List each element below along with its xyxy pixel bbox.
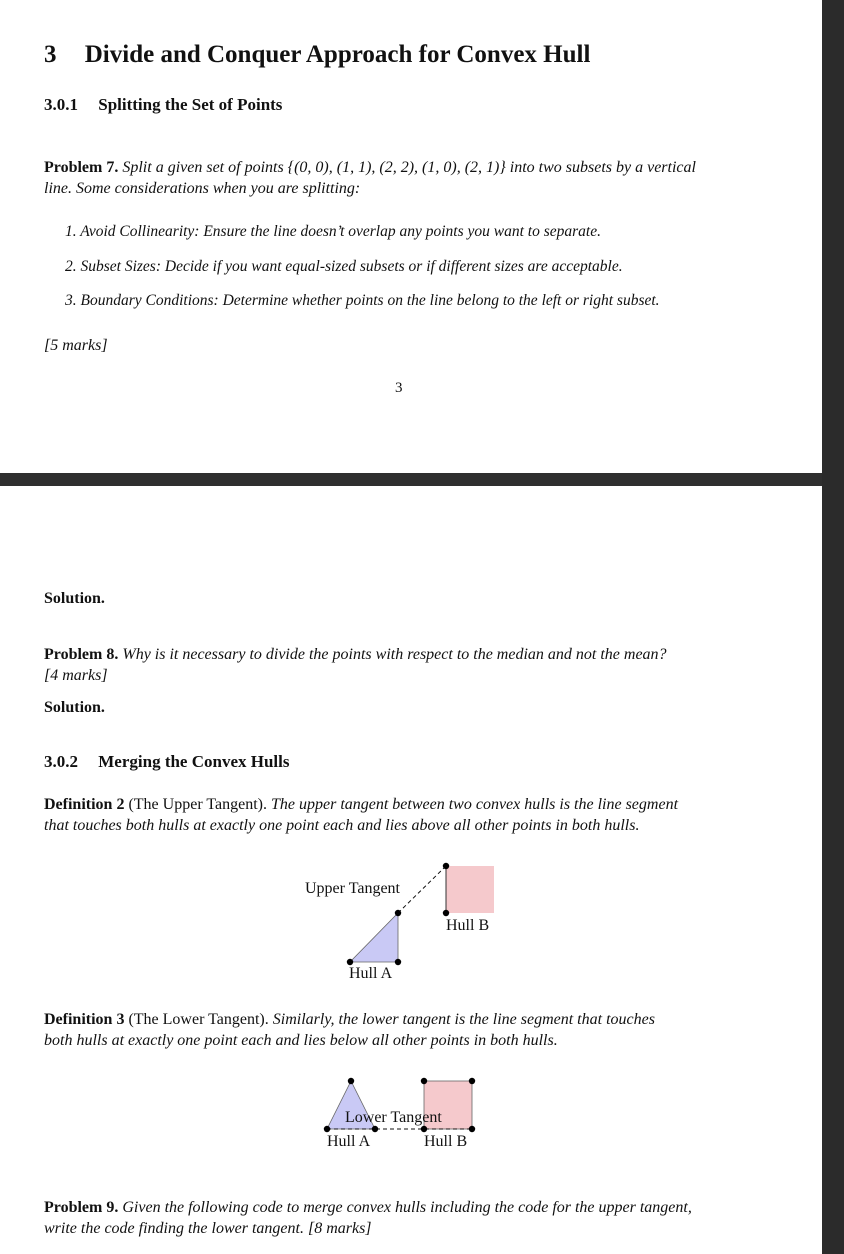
- lower-tangent-label: Lower Tangent: [345, 1109, 442, 1126]
- definition-2-line1: The upper tangent between two convex hulls is the line segment: [270, 796, 679, 813]
- solution-heading: Solution.: [44, 590, 105, 607]
- problem-7-marks: [5 marks]: [44, 337, 108, 354]
- problem-9-label: Problem 9.: [44, 1199, 119, 1216]
- problem-7-line2: line. Some considerations when you are splitting:: [44, 180, 361, 197]
- hull-point: [348, 1078, 354, 1084]
- problem-7-line1: Split a given set of points {(0, 0), (1, 1), (2, 2), (1, 0), (2, 1)} into two subsets by a vertical: [122, 159, 696, 176]
- subsection-title: Merging the Convex Hulls: [98, 752, 290, 771]
- problem-7-label: Problem 7.: [44, 159, 119, 176]
- hull-point: [469, 1078, 475, 1084]
- definition-3-paren: (The Lower Tangent).: [128, 1011, 269, 1028]
- hull-b-label: Hull B: [446, 917, 490, 934]
- section-number: 3: [44, 41, 57, 68]
- hull-b-label: Hull B: [424, 1133, 468, 1150]
- hull-a-label: Hull A: [327, 1133, 371, 1150]
- problem-9: [44, 1197, 764, 1239]
- list-item: 3. Boundary Conditions: Determine whether points on the line belong to the left or right subset.: [65, 292, 660, 309]
- hull-a-label: Hull A: [349, 965, 393, 982]
- list-item: 1. Avoid Collinearity: Ensure the line doesn’t overlap any points you want to separate.: [65, 223, 601, 240]
- upper-tangent-label: Upper Tangent: [305, 880, 400, 897]
- hull-point: [469, 1126, 475, 1132]
- section-title: Divide and Conquer Approach for Convex Hull: [84, 41, 591, 68]
- problem-9-line1: Given the following code to merge convex hulls including the code for the upper tangent,: [122, 1199, 692, 1216]
- definition-3-line1: Similarly, the lower tangent is the line segment that touches: [272, 1011, 655, 1028]
- hull-point: [421, 1078, 427, 1084]
- solution-heading: Solution.: [44, 699, 105, 716]
- subsection-number: 3.0.1: [44, 95, 78, 114]
- hull-point: [324, 1126, 330, 1132]
- problem-9-line2: write the code finding the lower tangent. [8 marks]: [44, 1220, 372, 1237]
- list-item: 2. Subset Sizes: Decide if you want equal-sized subsets or if different sizes are acceptable.: [65, 258, 623, 275]
- definition-2-paren: (The Upper Tangent).: [128, 796, 267, 813]
- page-number: 3: [395, 380, 403, 396]
- problem-8-text: Why is it necessary to divide the points with respect to the median and not the mean?: [122, 646, 667, 663]
- problem-8-marks: [4 marks]: [44, 667, 108, 684]
- subsection-number: 3.0.2: [44, 752, 78, 771]
- definition-2-label: Definition 2: [44, 796, 125, 813]
- problem-8-label: Problem 8.: [44, 646, 119, 663]
- definition-3-line2: both hulls at exactly one point each and lies below all other points in both hulls.: [44, 1032, 558, 1049]
- subsection-title: Splitting the Set of Points: [98, 95, 283, 114]
- definition-2-line2: that touches both hulls at exactly one point each and lies above all other points in both hulls.: [44, 817, 640, 834]
- definition-3-label: Definition 3: [44, 1011, 125, 1028]
